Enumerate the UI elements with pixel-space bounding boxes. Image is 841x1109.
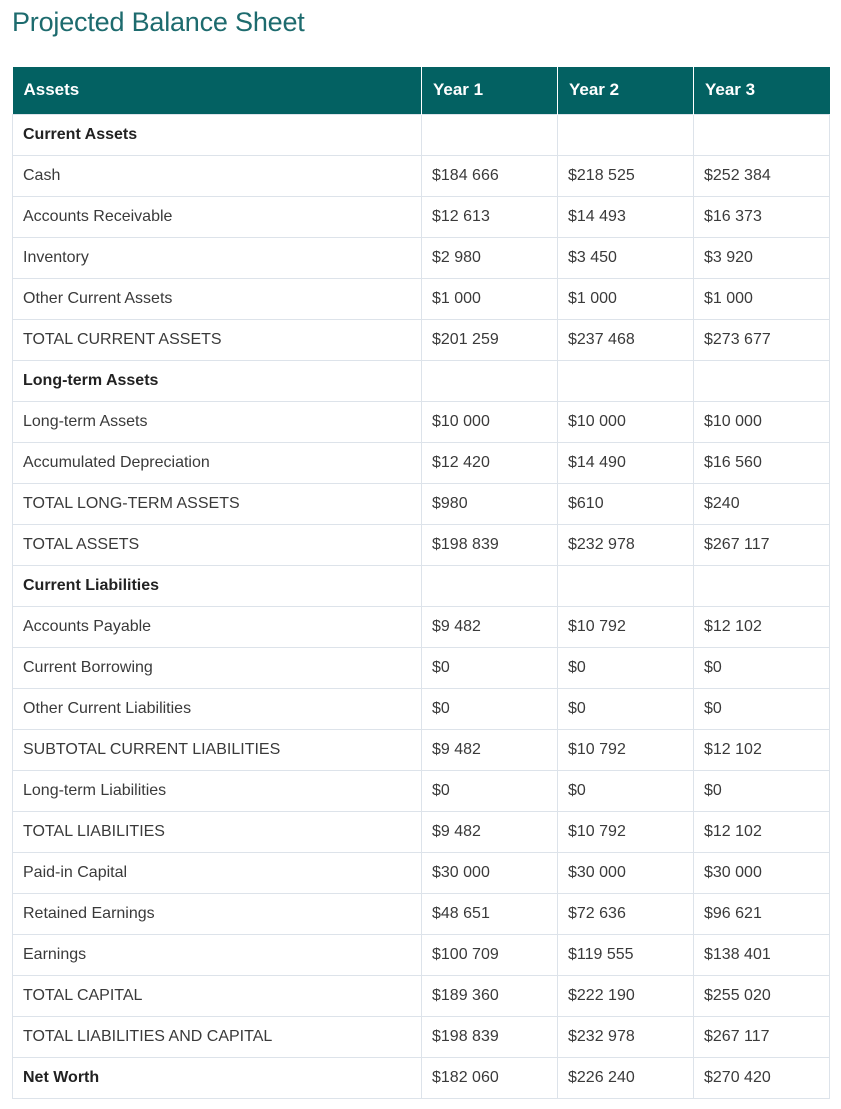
row-label: Current Liabilities bbox=[13, 565, 422, 606]
year-1-value: $9 482 bbox=[422, 729, 558, 770]
year-1-value: $9 482 bbox=[422, 811, 558, 852]
column-header-year-2: Year 2 bbox=[558, 67, 694, 114]
year-1-value: $980 bbox=[422, 483, 558, 524]
year-1-value: $184 666 bbox=[422, 155, 558, 196]
year-2-value: $10 792 bbox=[558, 606, 694, 647]
year-3-value: $16 560 bbox=[694, 442, 830, 483]
table-row bbox=[13, 401, 830, 442]
table-row bbox=[13, 155, 830, 196]
year-3-value: $255 020 bbox=[694, 975, 830, 1016]
table-row bbox=[13, 319, 830, 360]
year-1-value: $2 980 bbox=[422, 237, 558, 278]
year-3-value bbox=[694, 360, 830, 401]
section-header-row bbox=[13, 360, 830, 401]
row-label: Accumulated Depreciation bbox=[13, 442, 422, 483]
year-1-value: $0 bbox=[422, 688, 558, 729]
year-3-value: $273 677 bbox=[694, 319, 830, 360]
row-label: TOTAL LIABILITIES bbox=[13, 811, 422, 852]
year-3-value: $267 117 bbox=[694, 524, 830, 565]
table-row bbox=[13, 852, 830, 893]
table-row bbox=[13, 237, 830, 278]
year-2-value: $0 bbox=[558, 647, 694, 688]
row-label: TOTAL LONG-TERM ASSETS bbox=[13, 483, 422, 524]
column-header-year-3: Year 3 bbox=[694, 67, 830, 114]
row-label: Inventory bbox=[13, 237, 422, 278]
row-label: Accounts Payable bbox=[13, 606, 422, 647]
year-3-value: $270 420 bbox=[694, 1057, 830, 1098]
year-2-value: $14 490 bbox=[558, 442, 694, 483]
year-3-value: $0 bbox=[694, 688, 830, 729]
row-label: Net Worth bbox=[13, 1057, 422, 1098]
year-2-value: $232 978 bbox=[558, 1016, 694, 1057]
year-1-value: $100 709 bbox=[422, 934, 558, 975]
year-2-value: $72 636 bbox=[558, 893, 694, 934]
year-3-value: $267 117 bbox=[694, 1016, 830, 1057]
page-title: Projected Balance Sheet bbox=[12, 7, 305, 37]
year-2-value: $1 000 bbox=[558, 278, 694, 319]
year-1-value: $1 000 bbox=[422, 278, 558, 319]
table-row bbox=[13, 688, 830, 729]
year-2-value: $10 792 bbox=[558, 811, 694, 852]
year-1-value: $12 420 bbox=[422, 442, 558, 483]
year-2-value: $218 525 bbox=[558, 155, 694, 196]
balance-sheet-table bbox=[12, 67, 830, 1099]
year-3-value: $96 621 bbox=[694, 893, 830, 934]
row-label: SUBTOTAL CURRENT LIABILITIES bbox=[13, 729, 422, 770]
table-row bbox=[13, 975, 830, 1016]
year-1-value: $10 000 bbox=[422, 401, 558, 442]
year-3-value: $1 000 bbox=[694, 278, 830, 319]
table-row bbox=[13, 524, 830, 565]
table-row bbox=[13, 1016, 830, 1057]
year-2-value: $237 468 bbox=[558, 319, 694, 360]
year-3-value bbox=[694, 114, 830, 155]
year-1-value: $48 651 bbox=[422, 893, 558, 934]
year-1-value bbox=[422, 565, 558, 606]
year-1-value bbox=[422, 360, 558, 401]
year-1-value: $201 259 bbox=[422, 319, 558, 360]
table-row bbox=[13, 811, 830, 852]
section-header-row bbox=[13, 565, 830, 606]
year-3-value: $30 000 bbox=[694, 852, 830, 893]
year-3-value bbox=[694, 565, 830, 606]
year-2-value bbox=[558, 114, 694, 155]
table-row bbox=[13, 770, 830, 811]
section-header-row bbox=[13, 114, 830, 155]
row-label: Cash bbox=[13, 155, 422, 196]
row-label: Earnings bbox=[13, 934, 422, 975]
row-label: Long-term Liabilities bbox=[13, 770, 422, 811]
year-2-value: $10 792 bbox=[558, 729, 694, 770]
year-2-value: $0 bbox=[558, 688, 694, 729]
year-3-value: $10 000 bbox=[694, 401, 830, 442]
row-label: Paid-in Capital bbox=[13, 852, 422, 893]
year-3-value: $0 bbox=[694, 647, 830, 688]
row-label: Accounts Receivable bbox=[13, 196, 422, 237]
year-2-value bbox=[558, 360, 694, 401]
year-3-value: $0 bbox=[694, 770, 830, 811]
row-label: Long-term Assets bbox=[13, 360, 422, 401]
row-label: Current Borrowing bbox=[13, 647, 422, 688]
year-2-value: $3 450 bbox=[558, 237, 694, 278]
year-1-value: $182 060 bbox=[422, 1057, 558, 1098]
table-row bbox=[13, 647, 830, 688]
table-row bbox=[13, 1057, 830, 1098]
year-1-value: $30 000 bbox=[422, 852, 558, 893]
year-1-value bbox=[422, 114, 558, 155]
year-2-value: $30 000 bbox=[558, 852, 694, 893]
year-3-value: $12 102 bbox=[694, 729, 830, 770]
year-3-value: $240 bbox=[694, 483, 830, 524]
table-row bbox=[13, 278, 830, 319]
row-label: Long-term Assets bbox=[13, 401, 422, 442]
table-row bbox=[13, 606, 830, 647]
row-label: Other Current Assets bbox=[13, 278, 422, 319]
row-label: TOTAL CURRENT ASSETS bbox=[13, 319, 422, 360]
year-1-value: $9 482 bbox=[422, 606, 558, 647]
year-2-value: $222 190 bbox=[558, 975, 694, 1016]
table-row bbox=[13, 729, 830, 770]
year-2-value: $226 240 bbox=[558, 1057, 694, 1098]
year-2-value: $10 000 bbox=[558, 401, 694, 442]
year-1-value: $0 bbox=[422, 647, 558, 688]
year-3-value: $252 384 bbox=[694, 155, 830, 196]
table-row bbox=[13, 442, 830, 483]
year-1-value: $12 613 bbox=[422, 196, 558, 237]
row-label: TOTAL CAPITAL bbox=[13, 975, 422, 1016]
year-3-value: $138 401 bbox=[694, 934, 830, 975]
column-header-year-1: Year 1 bbox=[422, 67, 558, 114]
row-label: TOTAL LIABILITIES AND CAPITAL bbox=[13, 1016, 422, 1057]
year-3-value: $16 373 bbox=[694, 196, 830, 237]
table-row bbox=[13, 483, 830, 524]
year-2-value bbox=[558, 565, 694, 606]
row-label: TOTAL ASSETS bbox=[13, 524, 422, 565]
table-header-row bbox=[13, 67, 830, 114]
column-header-assets: Assets bbox=[13, 67, 422, 114]
year-2-value: $14 493 bbox=[558, 196, 694, 237]
row-label: Other Current Liabilities bbox=[13, 688, 422, 729]
year-2-value: $610 bbox=[558, 483, 694, 524]
table-body bbox=[13, 114, 830, 1098]
year-1-value: $0 bbox=[422, 770, 558, 811]
year-3-value: $3 920 bbox=[694, 237, 830, 278]
year-3-value: $12 102 bbox=[694, 606, 830, 647]
row-label: Retained Earnings bbox=[13, 893, 422, 934]
year-2-value: $119 555 bbox=[558, 934, 694, 975]
table-row bbox=[13, 893, 830, 934]
year-3-value: $12 102 bbox=[694, 811, 830, 852]
year-2-value: $232 978 bbox=[558, 524, 694, 565]
table-row bbox=[13, 196, 830, 237]
table-row bbox=[13, 934, 830, 975]
year-1-value: $198 839 bbox=[422, 524, 558, 565]
row-label: Current Assets bbox=[13, 114, 422, 155]
year-1-value: $189 360 bbox=[422, 975, 558, 1016]
year-2-value: $0 bbox=[558, 770, 694, 811]
year-1-value: $198 839 bbox=[422, 1016, 558, 1057]
